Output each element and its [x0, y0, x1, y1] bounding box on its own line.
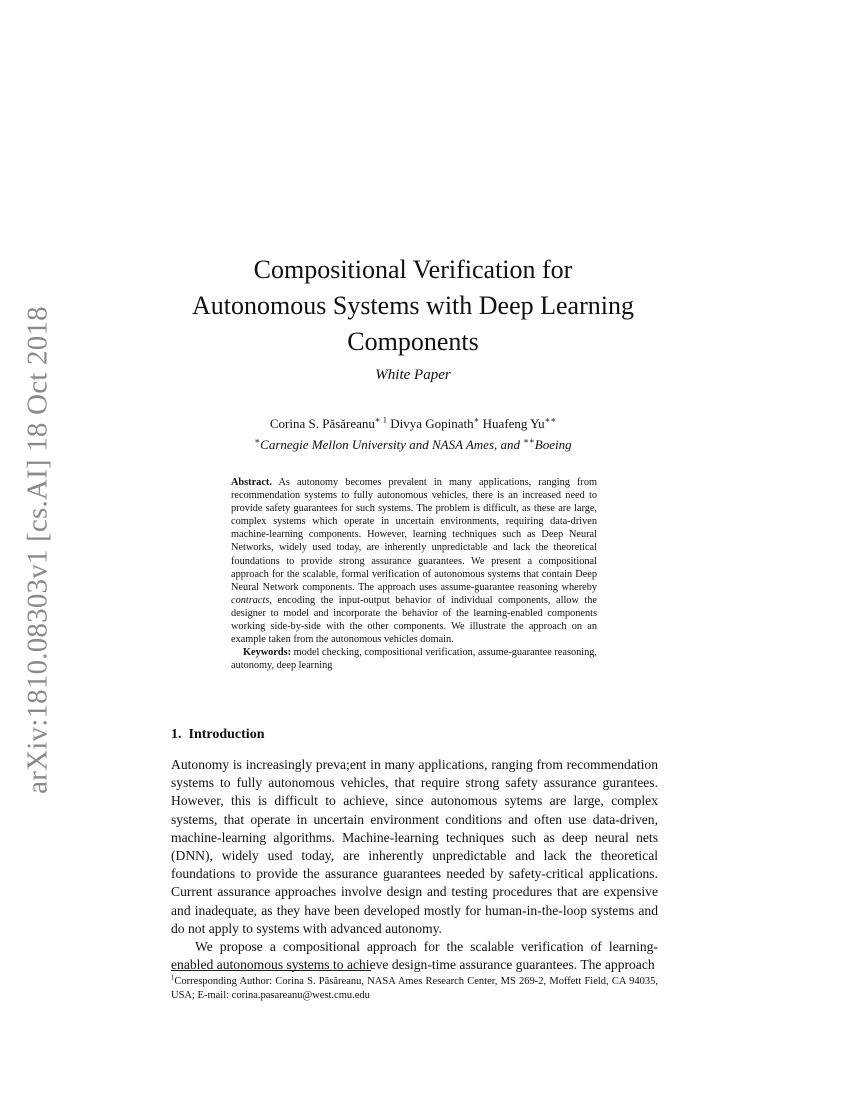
affiliation-text-2: Boeing — [534, 437, 572, 452]
author-name-pasareanu: Corina S. Păsăreanu — [269, 416, 375, 431]
abstract-text-part-2: , encoding the input-output behavior of individual components, allow the designer to model and incorporate the behavior of the learning-enabled components working side-by-side with the other components. We illustrate the approach on an example taken from the autonomous vehicles domain. — [231, 594, 597, 646]
keywords-label: Keywords: — [243, 647, 292, 659]
author-mark-yu: ∗∗ — [544, 414, 557, 425]
author-mark-gopinath: ∗ — [473, 414, 480, 425]
author-name-yu: Huafeng Yu — [482, 416, 545, 431]
keywords-text: model checking, compositional verification, assume-guarantee reasoning, autonomy, deep learning — [231, 647, 597, 672]
paper-title-line-3: Components — [347, 327, 479, 356]
footnote-mark: 1 — [171, 974, 175, 982]
author-name-gopinath: Divya Gopinath — [390, 416, 474, 431]
affiliation-text-1: Carnegie Mellon University and NASA Ames, and — [260, 437, 524, 452]
arxiv-identifier-text: arXiv:1810.08303v1 [cs.AI] 18 Oct 2018 — [21, 306, 54, 794]
footnote-text: Corresponding Author: Corina S. Păsăreanu, NASA Ames Research Center, MS 269-2, Moffett Field, CA 94035, USA; E-mail: corina.pasareanu@west.cmu.edu — [171, 976, 658, 1001]
paper-title — [130, 252, 696, 360]
abstract-block — [231, 476, 597, 672]
paper-title-line-1: Compositional Verification for — [253, 255, 573, 284]
section-heading-introduction — [171, 727, 264, 743]
footnote-divider — [171, 970, 371, 971]
introduction-body — [171, 756, 658, 974]
abstract-emphasis-contracts: contracts — [231, 594, 270, 606]
author-mark-pasareanu: ∗ 1 — [374, 414, 387, 425]
abstract-text-part-1: As autonomy becomes prevalent in many applications, ranging from recommendation systems to fully autonomous vehicles, there is an increased need to provide safety guarantees for such systems. The problem is difficult, as these are large, complex systems which operate in uncertain environments, requiring data-driven machine-learning components. However, learning techniques such as Deep Neural Networks, widely used today, are inherently unpredictable and lack the theoretical foundations to provide strong assurance guarantees. We present a compositional approach for the scalable, formal verification of autonomous systems that contain Deep Neural Network components. The approach uses assume-guarantee reasoning whereby — [231, 477, 597, 593]
keywords-paragraph — [231, 646, 597, 672]
paper-title-line-2: Autonomous Systems with Deep Learning — [192, 291, 634, 320]
abstract-paragraph — [231, 476, 597, 646]
author-list — [0, 416, 826, 432]
footnote — [171, 975, 658, 1003]
abstract-label: Abstract. — [231, 477, 272, 488]
affiliation-mark-2: ∗∗ — [523, 435, 535, 446]
body-paragraph-1: Autonomy is increasingly preva;ent in many applications, ranging from recommendation systems to fully autonomous vehicles, that require strong safety assurance gurantees. However, this is difficult to achieve, since autonomous sytems are large, complex systems, that operate in uncertain environment conditions and often use data-driven, machine-learning algorithms. Machine-learning techniques such as deep neural nets (DNN), widely used today, are inherently unpredictable and lack the theoretical foundations to provide the assurance guarantees needed by safety-critical applications. Current assurance approaches involve design and testing procedures that are expensive and inadequate, as they have been developed mostly for human-in-the-loop systems and do not apply to systems with advanced autonomy. — [171, 757, 658, 936]
paper-subtitle: White Paper — [375, 367, 451, 383]
section-number: 1. — [171, 727, 182, 742]
affiliation-mark-1: ∗ — [254, 435, 261, 446]
body-paragraph-2: We propose a compositional approach for the scalable verification of learning-enabled autonomous systems to achieve design-time assurance guarantees. The approach — [171, 939, 658, 973]
section-title: Introduction — [188, 727, 265, 742]
author-affiliations — [0, 437, 826, 453]
